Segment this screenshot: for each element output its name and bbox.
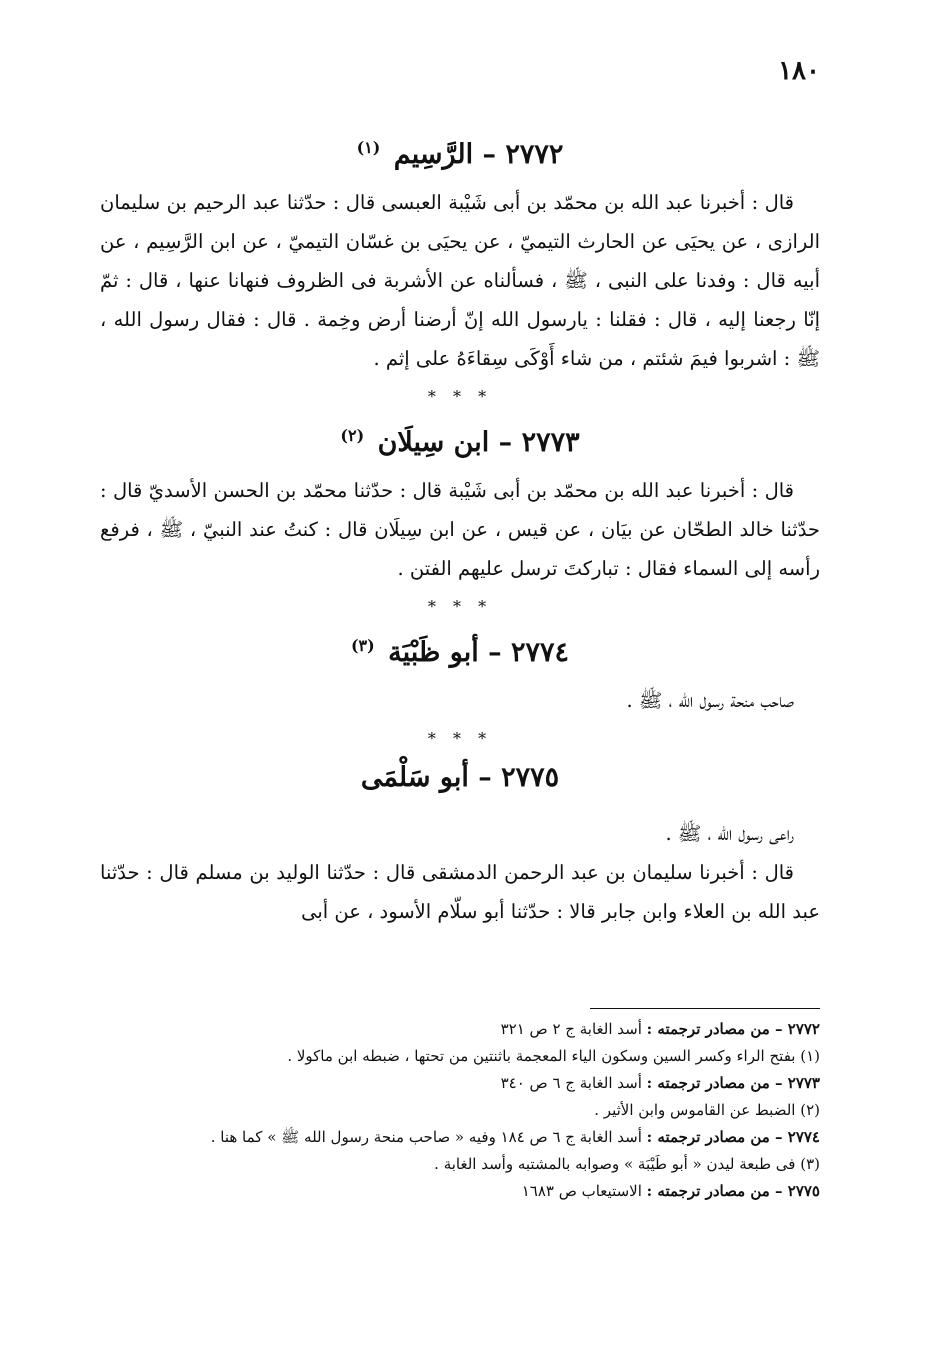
footnote-line (100, 1043, 820, 1070)
entry-2773 (100, 416, 820, 588)
entry-title (100, 626, 820, 673)
entry-heading-text: ٢٧٧٣ – ابن سِيلَان (377, 427, 580, 458)
footnotes-block (100, 1016, 820, 1205)
entry-2774 (100, 626, 820, 720)
footnote-divider (590, 1008, 820, 1009)
entry-paragraph: قال : أخبرنا عبد الله بن محمّد بن أبى شَيْبة العبسى قال : حدّثنا عبد الرحيم بن سليمان الرازى ، عن يحيَى عن الحارث التيميّ ، عن يحيَى بن غسّان التيميّ ، عن ابن الرَّسِيم ، عن أبيه قال : وفدنا على النبى ، ﷺ ، فسألناه عن الأشربة فى الظروف فنهانا عنها ، قال : ثمّ إنّا رجعنا إليه ، قال : فقلنا : يارسول الله إنّ أرضنا أرض وخِمة . قال : فقال رسول الله ، ﷺ : اشربوا فيمَ شئتم ، من شاء أَوْكَى سِقاءَهُ على إثم . (100, 191, 820, 370)
footnote-line (100, 1178, 820, 1205)
footnote-text: أسد الغابة ج ٦ ص ٣٤٠ (500, 1074, 647, 1092)
entry-2775 (100, 758, 820, 931)
footnote-line (100, 1016, 820, 1043)
footnote-text: (٢) الضبط عن القاموس وابن الأثير . (594, 1101, 820, 1119)
entry-2772 (100, 128, 820, 378)
footnote-line (100, 1151, 820, 1178)
entry-paragraph: قال : أخبرنا عبد الله بن محمّد بن أبى شَيْبة قال : حدّثنا محمّد بن الحسن الأسديّ قال : حدّثنا خالد الطحّان عن بيَان ، عن قيس ، عن ابن سِيلَان قال : كنتُ عند النبيّ ، ﷺ ، فرفع رأسه إلى السماء فقال : تباركتَ ترسل عليهم الفتن . (100, 479, 820, 580)
footnote-text: أسد الغابة ج ٢ ص ٣٢١ (500, 1020, 647, 1038)
entry-heading-text: ٢٧٧٥ – أبو سَلْمَى (360, 762, 560, 793)
footnote-line (100, 1124, 820, 1151)
footnote-source-label: ٢٧٧٢ – من مصادر ترجمته : (646, 1020, 820, 1038)
footnote-source-label: ٢٧٧٣ – من مصادر ترجمته : (646, 1074, 820, 1092)
footnote-marker: (٢) (340, 426, 365, 445)
footnote-text: (٣) فى طبعة ليدن « أبو طَيْبَة » وصوابه بالمشتبه وأسد الغابة . (434, 1155, 820, 1173)
entry-title (100, 758, 820, 798)
section-separator: * * * (427, 597, 493, 616)
footnote-source-label: ٢٧٧٥ – من مصادر ترجمته : (646, 1182, 820, 1200)
page-number: ١٨٠ (778, 56, 820, 86)
footnote-source-label: ٢٧٧٤ – من مصادر ترجمته : (646, 1128, 820, 1146)
entry-title (100, 128, 820, 175)
entry-title (100, 416, 820, 463)
section-separator: * * * (427, 387, 493, 406)
entry-paragraph: صاحب منحة رسول الله ، ﷺ . (626, 689, 794, 712)
footnote-line (100, 1097, 820, 1124)
footnote-text: (١) بفتح الراء وكسر السين وسكون الياء المعجمة باثنتين من تحتها ، ضبطه ابن ماكولا . (287, 1047, 820, 1065)
footnote-text: أسد الغابة ج ٦ ص ١٨٤ وفيه « صاحب منحة رسول الله ﷺ » كما هنا . (210, 1128, 647, 1146)
footnote-line (100, 1070, 820, 1097)
footnote-text: الاستيعاب ص ١٦٨٣ (521, 1182, 647, 1200)
entry-paragraph: راعى رسول الله ، ﷺ . (665, 822, 794, 845)
entry-heading-text: ٢٧٧٢ – الرَّسِيم (393, 139, 564, 170)
footnote-marker: (٣) (350, 636, 375, 655)
entry-paragraph: قال : أخبرنا سليمان بن عبد الرحمن الدمشقى قال : حدّثنا الوليد بن مسلم قال : حدّثنا عبد الله بن العلاء وابن جابر قالا : حدّثنا أبو سلّام الأسود ، عن أبى (100, 861, 820, 923)
main-text-block (100, 128, 820, 931)
section-separator: * * * (427, 729, 493, 748)
entry-heading-text: ٢٧٧٤ – أبو ظَبْيَة (388, 637, 570, 668)
footnote-marker: (١) (356, 138, 381, 157)
